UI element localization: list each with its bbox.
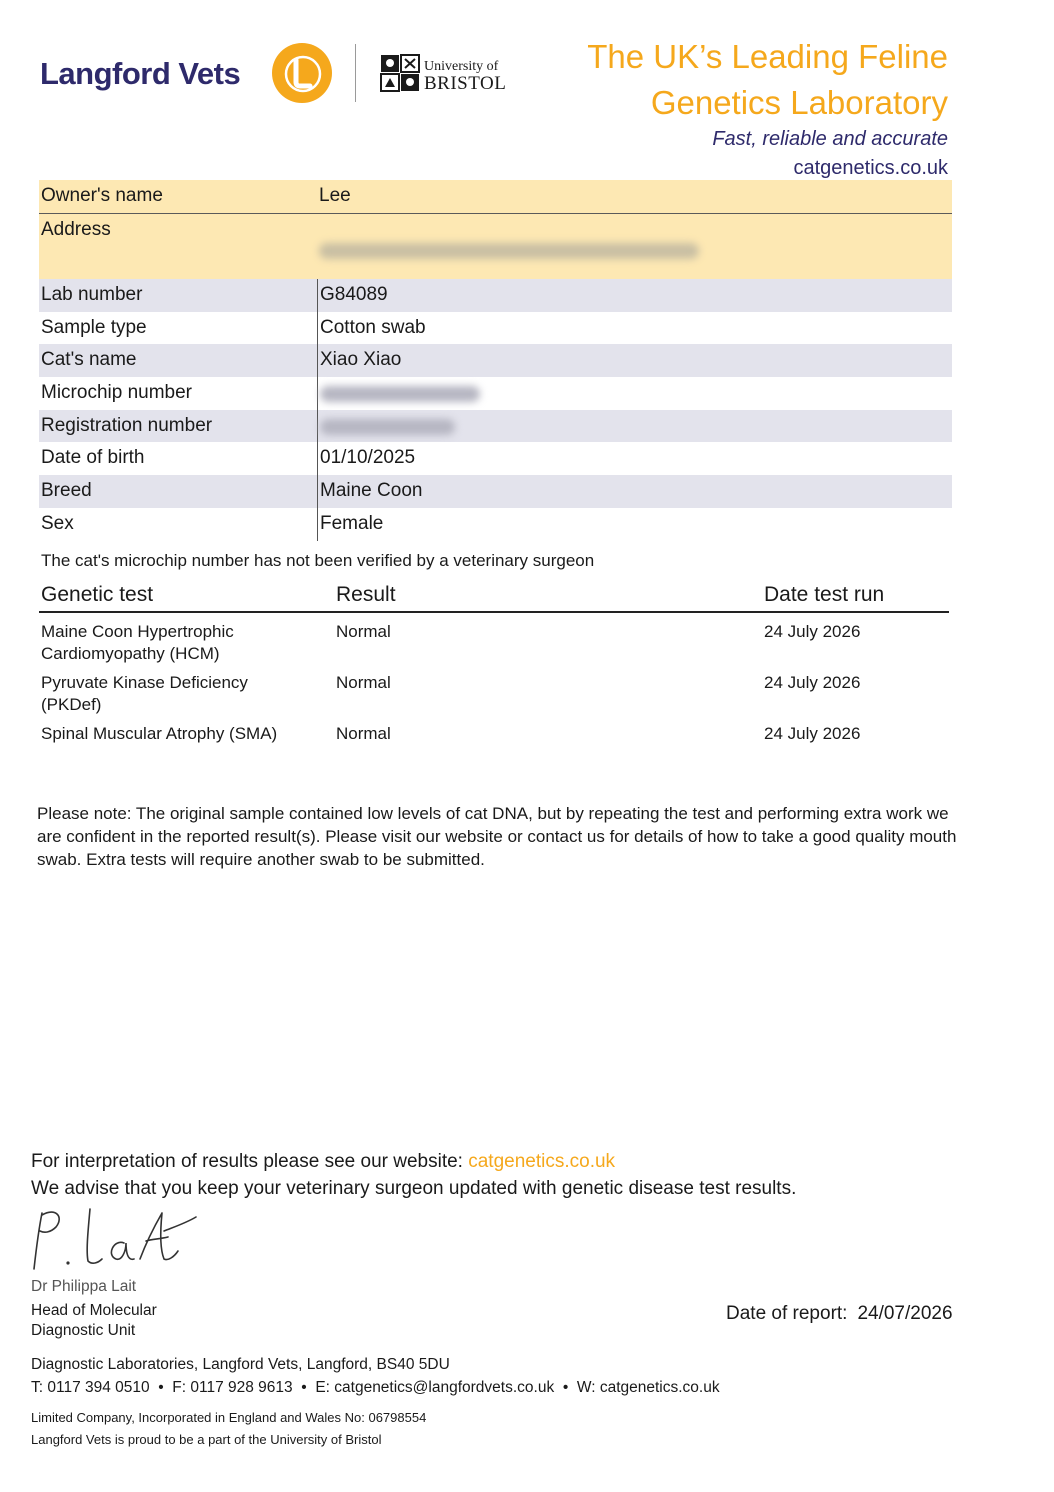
- test-result: Normal: [336, 724, 391, 743]
- advice-text: We advise that you keep your veterinary surgeon updated with genetic disease test results.: [31, 1178, 797, 1199]
- university-name: [424, 58, 506, 92]
- lab-address: Diagnostic Laboratories, Langford Vets, Langford, BS40 5DU: [31, 1356, 450, 1373]
- cat-name-value: Xiao Xiao: [317, 344, 952, 377]
- owner-row: [39, 180, 952, 214]
- results-table: [39, 583, 949, 745]
- test-name: Spinal Muscular Atrophy (SMA): [41, 724, 278, 743]
- university-line-2: BRISTOL: [424, 73, 507, 94]
- company-registration: Limited Company, Incorporated in England and Wales No: 06798554: [31, 1410, 427, 1425]
- test-name: Maine Coon Hypertrophic Cardiomyopathy (HCM): [41, 622, 234, 663]
- interpretation-website-link[interactable]: catgenetics.co.uk: [468, 1151, 616, 1172]
- microchip-value: [317, 377, 952, 410]
- redacted-microchip: [320, 386, 480, 402]
- owner-label: Owner's name: [41, 185, 163, 206]
- cat-name-row: [39, 344, 952, 377]
- header-divider: [355, 44, 356, 102]
- dob-value: 01/10/2025: [317, 442, 952, 475]
- report-date-label: Date of report:: [726, 1303, 848, 1324]
- lab-number-row: [39, 279, 952, 312]
- cat-details-table: [39, 180, 952, 541]
- sex-label: Sex: [41, 512, 74, 534]
- microchip-label: Microchip number: [41, 382, 192, 404]
- signer-role-line-2: Diagnostic Unit: [31, 1322, 136, 1339]
- registration-label: Registration number: [41, 414, 213, 436]
- signature: [28, 1203, 203, 1275]
- contact-details: T: 0117 394 0510 • F: 0117 928 9613 • E: catgenetics@langfordvets.co.uk • W: catgenetics.co.uk: [31, 1379, 720, 1396]
- address-row: [39, 214, 952, 279]
- address-label: Address: [41, 219, 111, 240]
- sample-type-row: [39, 312, 952, 345]
- header-date-test-run: Date test run: [764, 583, 885, 606]
- results-header-row: [39, 583, 949, 613]
- breed-value: Maine Coon: [317, 475, 952, 508]
- langford-logo-icon: [272, 43, 332, 103]
- university-crest-icon: [380, 54, 420, 92]
- address-value: [317, 214, 952, 279]
- result-row: [39, 672, 949, 716]
- test-date: 24 July 2026: [764, 673, 861, 692]
- sample-type-label: Sample type: [41, 316, 147, 338]
- header-genetic-test: Genetic test: [41, 583, 154, 606]
- dob-label: Date of birth: [41, 447, 145, 469]
- headline-line-2: Genetics Laboratory: [650, 84, 948, 121]
- test-date: 24 July 2026: [764, 724, 861, 743]
- redacted-registration: [320, 419, 455, 435]
- breed-row: [39, 475, 952, 508]
- signer-name: Dr Philippa Lait: [31, 1278, 137, 1295]
- dob-row: [39, 442, 952, 475]
- university-line-1: University of: [424, 59, 499, 74]
- sex-row: [39, 508, 952, 541]
- test-result: Normal: [336, 673, 391, 692]
- microchip-row: [39, 377, 952, 410]
- test-result: Normal: [336, 622, 391, 641]
- please-note-text: Please note: The original sample contained low levels of cat DNA, but by repeating the test and performing extra work we are confident in the reported result(s). Please visit our website or contact us for details of how to take a good quality mouth swab. Extra tests will require another swab to be submitted.: [37, 804, 957, 869]
- cat-name-label: Cat's name: [41, 349, 137, 371]
- headline-line-1: The UK’s Leading Feline: [587, 38, 948, 75]
- interpretation-line: [31, 1151, 615, 1173]
- header-website-link[interactable]: catgenetics.co.uk: [793, 157, 948, 179]
- registration-row: [39, 410, 952, 443]
- test-date: 24 July 2026: [764, 622, 861, 641]
- tagline: Fast, reliable and accurate: [712, 128, 948, 150]
- result-row: [39, 723, 949, 745]
- headline: [587, 34, 948, 126]
- test-name: Pyruvate Kinase Deficiency (PKDef): [41, 673, 248, 714]
- signer-role: [31, 1301, 157, 1341]
- microchip-verification-note: The cat's microchip number has not been verified by a veterinary surgeon: [41, 551, 595, 570]
- brand-name: Langford Vets: [40, 56, 241, 91]
- header-result: Result: [336, 583, 396, 606]
- sample-type-value: Cotton swab: [317, 312, 952, 345]
- redacted-address: [319, 243, 699, 259]
- lab-number-label: Lab number: [41, 284, 143, 305]
- lab-number-value: G84089: [317, 279, 952, 312]
- registration-value: [317, 410, 952, 443]
- signer-role-line-1: Head of Molecular: [31, 1302, 157, 1319]
- report-date: [726, 1303, 953, 1325]
- report-date-value: 24/07/2026: [857, 1303, 953, 1324]
- result-row: [39, 621, 949, 665]
- owner-value: Lee: [319, 185, 351, 206]
- interpretation-text: For interpretation of results please see our website:: [31, 1151, 469, 1172]
- sex-value: Female: [317, 508, 952, 541]
- university-affiliation: Langford Vets is proud to be a part of the University of Bristol: [31, 1432, 382, 1447]
- breed-label: Breed: [41, 480, 92, 502]
